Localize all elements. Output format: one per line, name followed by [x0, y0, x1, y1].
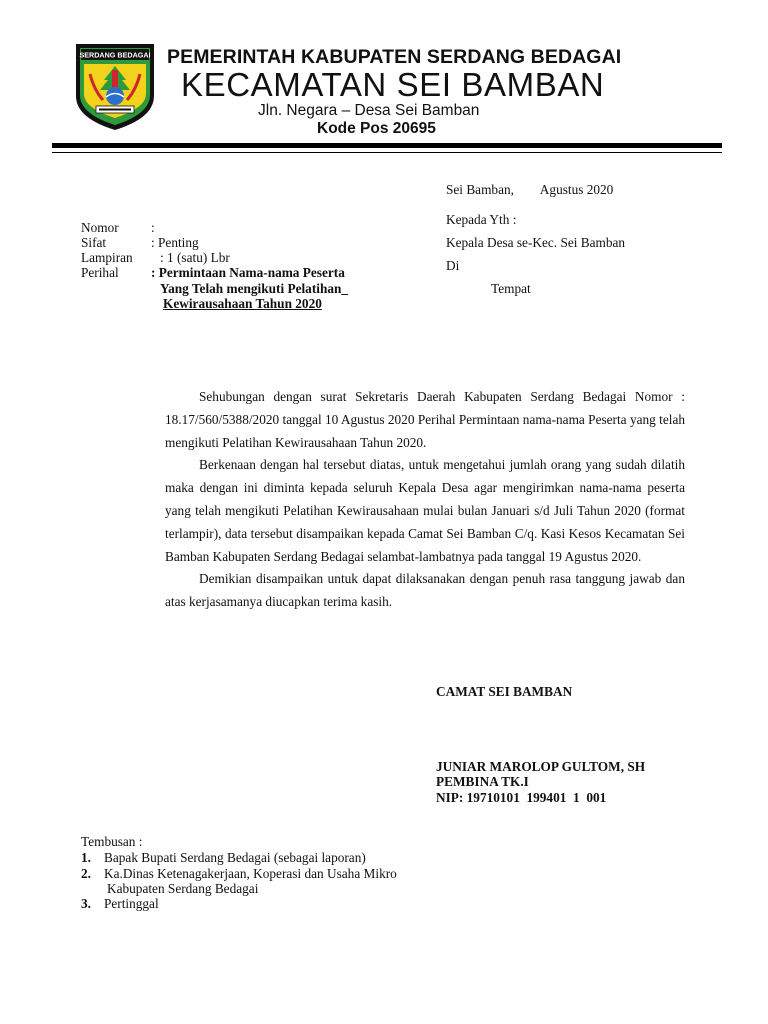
signatory-rank: PEMBINA TK.I [436, 774, 529, 789]
signatory-nip: NIP: 19710101 199401 1 001 [436, 790, 607, 805]
lampiran-value: : 1 (satu) Lbr [160, 250, 230, 265]
cc-number: 1. [81, 850, 91, 865]
district-name: KECAMATAN SEI BAMBAN [181, 66, 605, 103]
sifat-value: : Penting [151, 235, 199, 250]
government-name: PEMERINTAH KABUPATEN SERDANG BEDAGAI [167, 46, 622, 68]
recipient-di: Di [446, 258, 460, 273]
cc-item: Pertinggal [104, 896, 159, 911]
postal-code: Kode Pos 20695 [317, 120, 436, 137]
recipient-place: Tempat [491, 281, 531, 296]
logo-lettering: SERDANG BEDAGAI [79, 50, 151, 60]
letterhead-divider-thin [52, 152, 722, 153]
perihal-label: Perihal [81, 265, 119, 280]
sifat-label: Sifat [81, 235, 107, 250]
letter-body [165, 386, 685, 614]
cc-item-continuation: Kabupaten Serdang Bedagai [107, 881, 259, 896]
recipient-name: Kepala Desa se-Kec. Sei Bamban [446, 235, 626, 250]
letterhead-divider-thick [52, 143, 722, 148]
cc-number: 2. [81, 866, 91, 881]
perihal-line-1: : Permintaan Nama-nama Peserta [151, 265, 345, 280]
perihal-line-2: Yang Telah mengikuti Pelatihan_ [160, 281, 349, 296]
body-paragraph: Berkenaan dengan hal tersebut diatas, untuk mengetahui jumlah orang yang sudah dilatih maka dengan ini diminta kepada seluruh Kepala Desa agar mengirimkan nama-nama peserta yang telah mengikuti Pelatihan Kewirausahaan mulai bulan Januari s/d Juli Tahun 2020 (format terlampir), data tersebut disampaikan kepada Camat Sei Bamban C/q. Kasi Kesos Kecamatan Sei Bamban Kabupaten Serdang Bedagai selambat-lambatnya pada tanggal 19 Agustus 2020. [165, 457, 685, 564]
signatory-title: CAMAT SEI BAMBAN [436, 684, 573, 699]
cc-item: Bapak Bupati Serdang Bedagai (sebagai laporan) [104, 850, 366, 865]
recipient-salutation: Kepada Yth : [446, 212, 517, 227]
regency-emblem-logo [70, 40, 160, 132]
office-address: Jln. Negara – Desa Sei Bamban [258, 102, 480, 119]
cc-number: 3. [81, 896, 91, 911]
place-date: Sei Bamban, Agustus 2020 [446, 182, 614, 197]
body-paragraph: Demikian disampaikan untuk dapat dilaksanakan dengan penuh rasa tanggung jawab dan atas kerjasamanya diucapkan terima kasih. [165, 571, 685, 610]
cc-label: Tembusan : [81, 834, 143, 849]
nomor-value: : [151, 220, 155, 235]
nomor-label: Nomor [81, 220, 119, 235]
lampiran-label: Lampiran [81, 250, 133, 265]
signatory-name: JUNIAR MAROLOP GULTOM, SH [436, 759, 646, 774]
body-paragraph: Sehubungan dengan surat Sekretaris Daerah Kabupaten Serdang Bedagai Nomor : 18.17/560/5388/2020 tanggal 10 Agustus 2020 Perihal Permintaan nama-nama Peserta yang telah mengikuti Pelatihan Kewirausahaan Tahun 2020. [165, 389, 685, 450]
perihal-line-3: Kewirausahaan Tahun 2020 [163, 296, 322, 311]
cc-item: Ka.Dinas Ketenagakerjaan, Koperasi dan Usaha Mikro [104, 866, 397, 881]
